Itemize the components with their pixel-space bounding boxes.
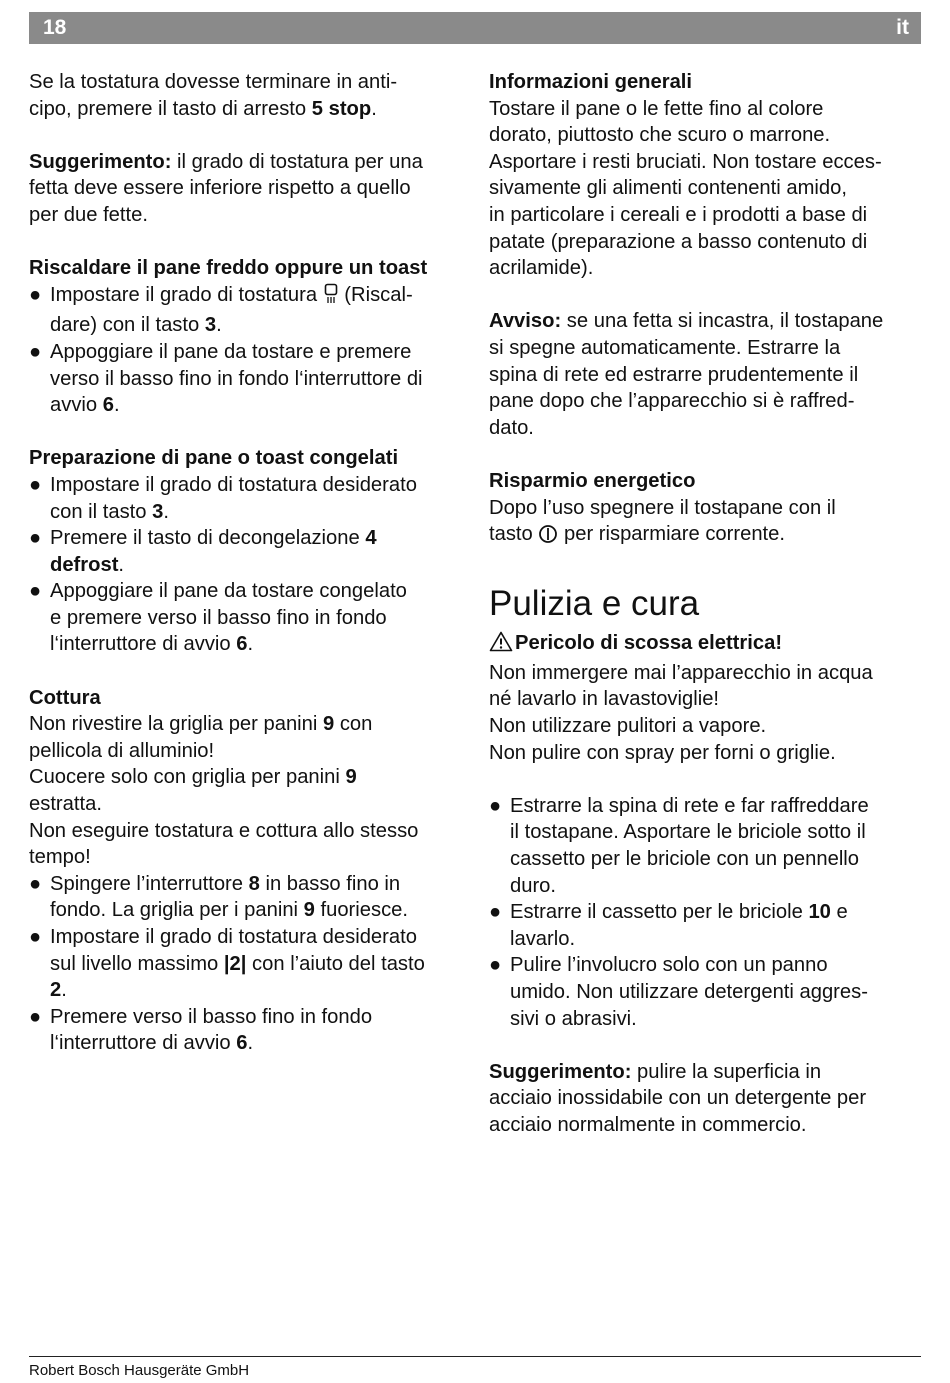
list-item: ● Premere il tasto di decongelazione 4 defrost. xyxy=(29,527,377,576)
left-column xyxy=(29,69,469,1057)
list-item: ● Impostare il grado di tostatura desiderato sul livello massimo |2| con l’aiuto del tasto 2. xyxy=(29,926,425,1002)
paragraph-line: acciaio normalmente in commercio. xyxy=(489,1113,807,1136)
paragraph-line: pellicola di alluminio! xyxy=(29,739,215,762)
heading-frozen: Preparazione di pane o toast congelati xyxy=(29,447,399,470)
paragraph-line: in particolare i cereali e i prodotti a base di xyxy=(489,203,868,226)
paragraph-line: né lavarlo in lavastoviglie! xyxy=(489,688,720,711)
paragraph-line: Dopo l’uso spegnere il tostapane con il xyxy=(489,496,836,519)
paragraph-line: si spegne automaticamente. Estrarre la xyxy=(489,336,841,359)
paragraph-line: dorato, piuttosto che scuro o marrone. xyxy=(489,124,831,147)
list-item: ● Appoggiare il pane da tostare e premere verso il basso fino in fondo l‘interruttore di avvio 6. xyxy=(29,340,423,417)
section-title-cleaning: Pulizia e cura xyxy=(489,584,700,624)
paragraph-line: Non eseguire tostatura e cottura allo stesso xyxy=(29,819,419,842)
paragraph-line: Tostare il pane o le fette fino al colore xyxy=(489,97,824,120)
warning-triangle-icon xyxy=(489,631,515,660)
heading-reheat: Riscaldare il pane freddo oppure un toast xyxy=(29,257,428,280)
reheat-symbol-icon xyxy=(323,283,339,313)
list-item: ● Estrarre la spina di rete e far raffreddare il tostapane. Asportare le briciole sotto il cassetto per le briciole con un pennello duro. xyxy=(489,794,869,897)
paragraph-line: tempo! xyxy=(29,846,91,869)
danger-heading: Pericolo di scossa elettrica! xyxy=(489,630,929,660)
paragraph-line: acciaio inossidabile con un detergente per xyxy=(489,1087,867,1110)
bullet-icon: ● xyxy=(29,340,42,363)
bullet-icon: ● xyxy=(489,794,502,817)
paragraph-line: tasto per risparmiare corrente. xyxy=(489,521,929,552)
bullet-icon: ● xyxy=(29,283,42,306)
bullet-icon: ● xyxy=(29,527,42,550)
list-item: ● Spingere l’interruttore 8 in basso fino in fondo. La griglia per i panini 9 fuoriesce. xyxy=(29,872,409,922)
paragraph-line: pane dopo che l’apparecchio si è raffred- xyxy=(489,390,855,413)
bullet-icon: ● xyxy=(29,1005,42,1028)
paragraph: cipo, premere il tasto di arresto 5 stop. xyxy=(29,97,377,120)
paragraph-line: Non pulire con spray per forni o griglie. xyxy=(489,741,836,764)
footer-company: Robert Bosch Hausgeräte GmbH xyxy=(29,1362,250,1379)
power-icon xyxy=(538,524,558,552)
paragraph-line: sivamente gli alimenti contenenti amido, xyxy=(489,177,847,200)
right-column xyxy=(489,69,929,1139)
paragraph-line: Non utilizzare pulitori a vapore. xyxy=(489,715,767,738)
paragraph-line: Asportare i resti bruciati. Non tostare ecces- xyxy=(489,150,882,173)
paragraph: Se la tostatura dovesse terminare in anti- xyxy=(29,71,398,93)
paragraph-line: dato. xyxy=(489,416,534,439)
heading-general-info: Informazioni generali xyxy=(489,71,693,93)
list-item: ● Impostare il grado di tostatura (Riscal- dare) con il tasto 3. xyxy=(29,283,413,337)
paragraph-line: estratta. xyxy=(29,793,102,816)
warning-paragraph: Avviso: se una fetta si incastra, il tostapane xyxy=(489,310,884,333)
bullet-icon: ● xyxy=(29,872,42,895)
list-item: ● Pulire l’involucro solo con un panno umido. Non utilizzare detergenti aggres- sivi o abrasivi. xyxy=(489,954,868,1030)
paragraph-line: per due fette. xyxy=(29,203,148,226)
bullet-icon: ● xyxy=(29,580,42,603)
tip-paragraph: Suggerimento: pulire la superficia in xyxy=(489,1060,822,1083)
page-header-bar xyxy=(29,12,921,44)
bullet-icon: ● xyxy=(489,954,502,977)
paragraph-line: fetta deve essere inferiore rispetto a quello xyxy=(29,177,411,200)
tip-paragraph: Suggerimento: il grado di tostatura per una xyxy=(29,150,423,173)
list-item: ● Impostare il grado di tostatura desiderato con il tasto 3. xyxy=(29,473,417,523)
list-item: ● Appoggiare il pane da tostare congelato e premere verso il basso fino in fondo l‘interruttore di avvio 6. xyxy=(29,580,407,656)
footer-divider xyxy=(29,1356,921,1357)
list-item: ● Estrarre il cassetto per le briciole 10 e lavarlo. xyxy=(489,901,848,950)
bullet-icon: ● xyxy=(29,926,42,948)
heading-cooking: Cottura xyxy=(29,686,101,709)
paragraph-line: Non rivestire la griglia per panini 9 con xyxy=(29,713,373,736)
bullet-icon: ● xyxy=(489,901,502,924)
paragraph-line: Cuocere solo con griglia per panini 9 xyxy=(29,766,357,789)
language-code: it xyxy=(896,16,909,39)
paragraph-line: spina di rete ed estrarre prudentemente il xyxy=(489,363,859,386)
paragraph-line: acrilamide). xyxy=(489,257,594,280)
bullet-icon: ● xyxy=(29,473,42,496)
paragraph-line: patate (preparazione a basso contenuto di xyxy=(489,230,868,253)
page-number: 18 xyxy=(43,16,67,39)
heading-energy-saving: Risparmio energetico xyxy=(489,469,696,492)
list-item: ● Premere verso il basso fino in fondo l‘interruttore di avvio 6. xyxy=(29,1005,373,1055)
paragraph-line: Non immergere mai l’apparecchio in acqua xyxy=(489,661,873,684)
